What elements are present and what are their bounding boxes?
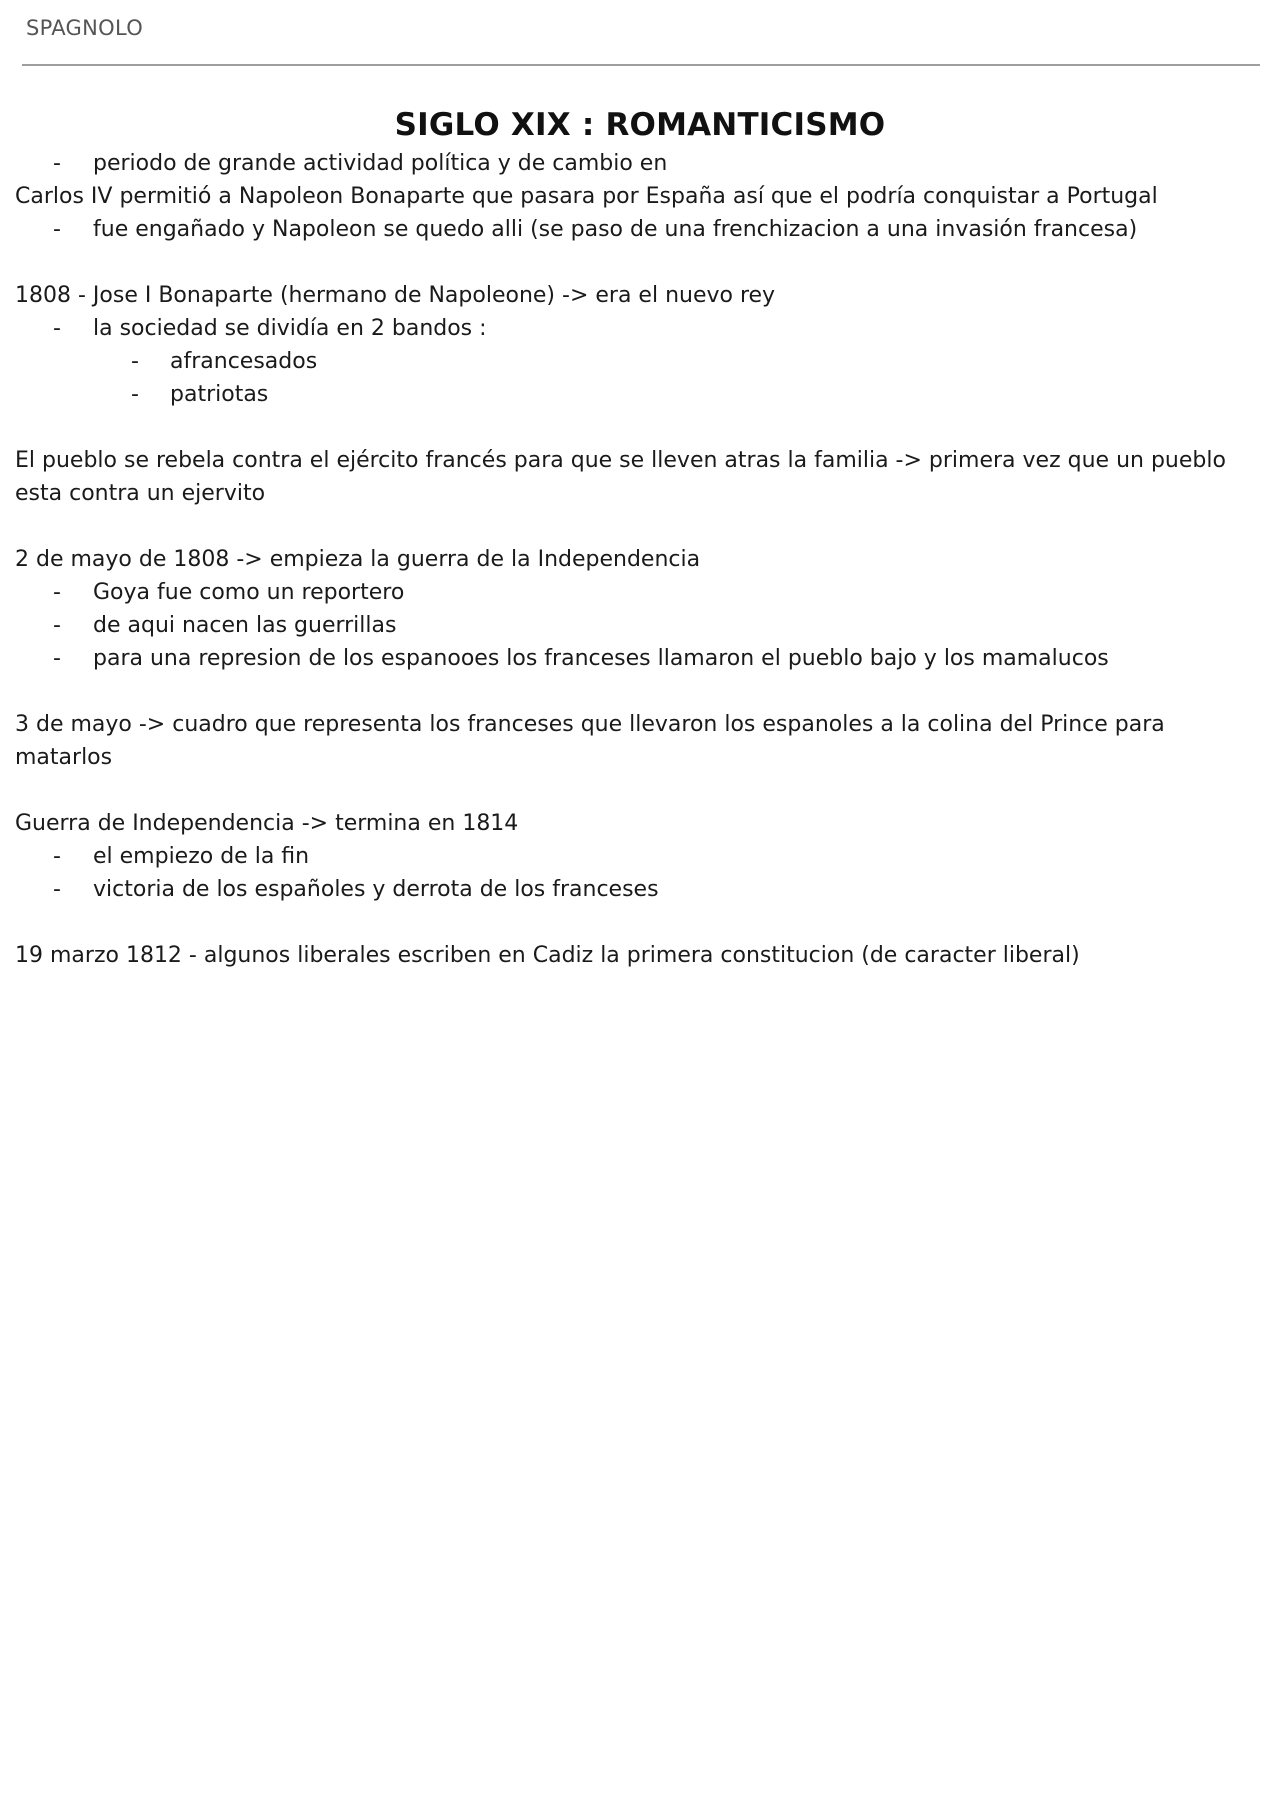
bullet-item	[15, 147, 1265, 180]
bullet-dash: -	[53, 217, 61, 242]
bullet-dash: -	[53, 316, 61, 341]
spacer	[15, 675, 1265, 708]
text-line: 19 marzo 1812 - algunos liberales escriben en Cadiz la primera constitucion (de caracter liberal)	[15, 943, 1080, 968]
bullet-text: victoria de los españoles y derrota de los franceses	[93, 877, 659, 902]
bullet-dash: -	[53, 613, 61, 638]
bullet-item	[15, 609, 1265, 642]
bullet-item	[15, 873, 1265, 906]
bullet-text: periodo de grande actividad política y de cambio en	[93, 151, 668, 176]
bullet-item	[15, 213, 1265, 246]
bullet-item	[15, 576, 1265, 609]
bullet-dash: -	[53, 646, 61, 671]
bullet-text: Goya fue como un reportero	[93, 580, 405, 605]
bullet-item	[15, 840, 1265, 873]
bullet-text: el empiezo de la fin	[93, 844, 310, 869]
text-paragraph: El pueblo se rebela contra el ejército francés para que se lleven atras la familia -> primera vez que un pueblo esta contra un ejervito	[15, 448, 1226, 506]
bullet-dash: -	[131, 349, 139, 374]
text-line: 2 de mayo de 1808 -> empieza la guerra de la Independencia	[15, 547, 701, 572]
header-label: SPAGNOLO	[26, 16, 144, 40]
text-line: 1808 - Jose I Bonaparte (hermano de Napoleone) -> era el nuevo rey	[15, 283, 776, 308]
page-title: SIGLO XIX : ROMANTICISMO	[394, 107, 886, 143]
bullet-text: para una represion de los espanooes los franceses llamaron el pueblo bajo y los mamalucos	[93, 646, 1109, 671]
bullet-text: fue engañado y Napoleon se quedo alli (se paso de una frenchizacion a una invasión francesa)	[93, 217, 1138, 242]
page-header	[22, 12, 1260, 66]
spacer	[15, 246, 1265, 279]
sub-bullet-item	[15, 345, 1265, 378]
bullet-text: de aqui nacen las guerrillas	[93, 613, 397, 638]
bullet-text: la sociedad se dividía en 2 bandos :	[93, 316, 487, 341]
bullet-dash: -	[53, 580, 61, 605]
text-line: Carlos IV permitió a Napoleon Bonaparte que pasara por España así que el podría conquistar a Portugal	[15, 184, 1158, 209]
text-paragraph: 3 de mayo -> cuadro que representa los franceses que llevaron los espanoles a la colina del Prince para matarlos	[15, 712, 1165, 770]
bullet-text: patriotas	[170, 382, 269, 407]
text-line: Guerra de Independencia -> termina en 1814	[15, 811, 519, 836]
bullet-dash: -	[53, 844, 61, 869]
spacer	[15, 411, 1265, 444]
bullet-dash: -	[53, 151, 61, 176]
sub-bullet-item	[15, 378, 1265, 411]
bullet-dash: -	[53, 877, 61, 902]
bullet-item	[15, 642, 1265, 675]
bullet-dash: -	[131, 382, 139, 407]
document-body	[15, 103, 1265, 972]
bullet-text: afrancesados	[170, 349, 318, 374]
spacer	[15, 906, 1265, 939]
spacer	[15, 510, 1265, 543]
spacer	[15, 774, 1265, 807]
bullet-item	[15, 312, 1265, 345]
